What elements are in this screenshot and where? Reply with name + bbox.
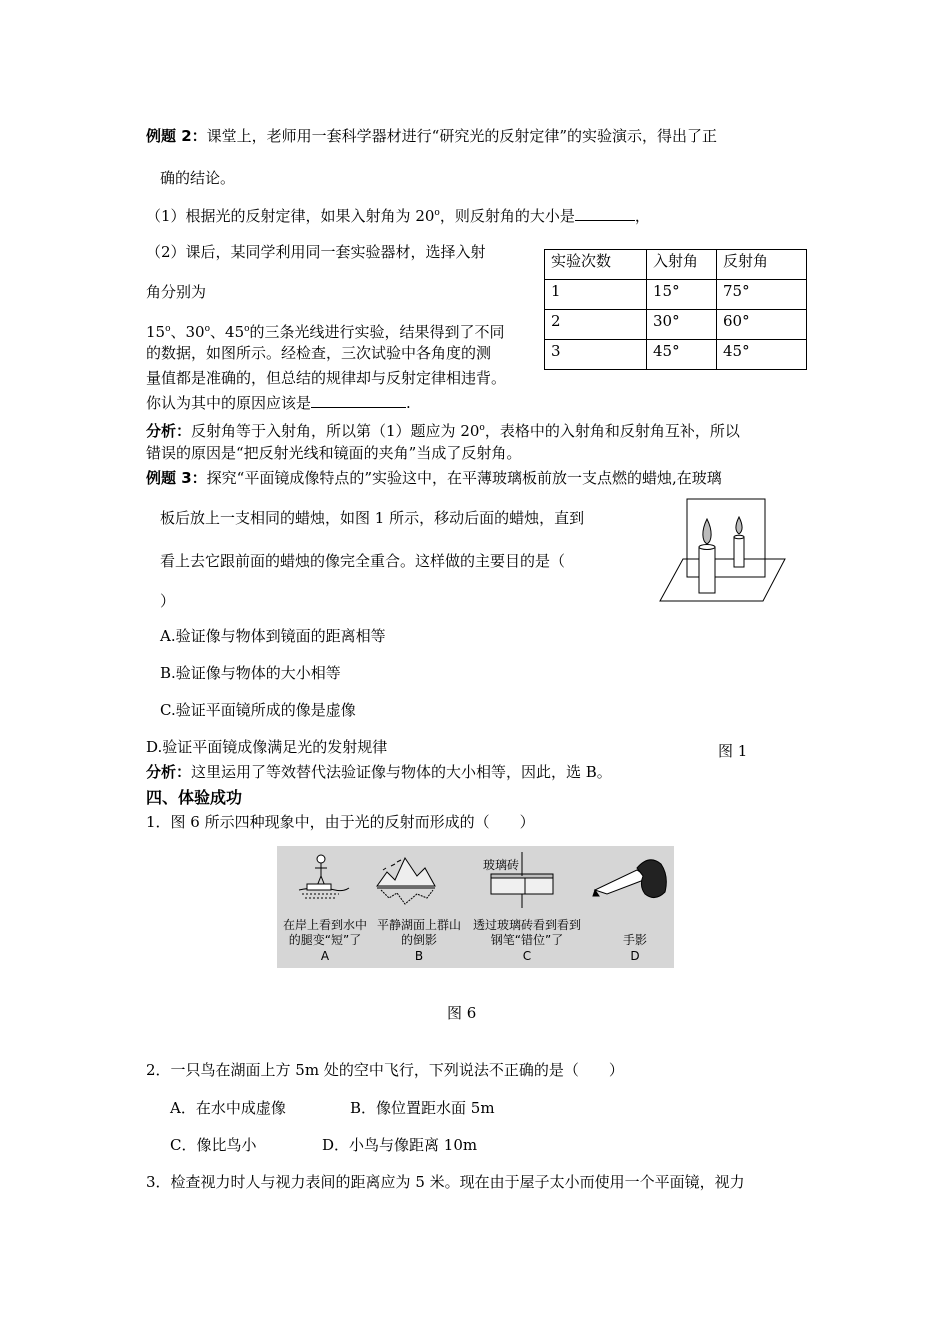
example3-label: 例题 3： xyxy=(146,469,207,487)
table-cell: 60° xyxy=(717,310,807,340)
exercise2: 2．一只鸟在湖面上方 5m 处的空中飞行，下列说法不正确的是（ ） xyxy=(146,1061,624,1079)
figure1-caption: 图 1 xyxy=(718,742,748,760)
table-surface xyxy=(660,559,785,601)
caption-a-letter: A xyxy=(320,949,330,963)
option-d: D.验证平面镜成像满足光的发射规律 xyxy=(146,738,388,756)
table-cell: 30° xyxy=(647,310,717,340)
caption-b-letter: B xyxy=(414,949,424,963)
answer-blank[interactable] xyxy=(311,393,406,408)
candle-mirror-figure xyxy=(655,497,790,605)
table-cell: 45° xyxy=(717,340,807,370)
question2-line1: （2）课后，某同学利用同一套实验器材，选择入射 xyxy=(146,243,486,261)
question1: （1）根据光的反射定律，如果入射角为 20$^o$，则反射角的大小是 ， xyxy=(146,207,650,225)
example2-label: 例题 2： xyxy=(146,127,207,145)
option-b: B.验证像与物体的大小相等 xyxy=(160,664,341,682)
table-cell: 45° xyxy=(647,340,717,370)
option-c: C.验证平面镜所成的像是虚像 xyxy=(160,701,356,719)
exercise2-option-a: A．在水中成虚像 xyxy=(170,1099,286,1117)
exercise2-option-d: D．小鸟与像距离 10m xyxy=(322,1136,478,1154)
table-header: 入射角 xyxy=(647,250,717,280)
table-row xyxy=(545,310,807,340)
example3-analysis: 分析：这里运用了等效替代法验证像与物体的大小相等，因此，选 B。 xyxy=(146,763,612,781)
glass-brick-label: 玻璃砖 xyxy=(483,858,520,872)
example2-analysis-line2: 错误的原因是“把反射光线和镜面的夹角”当成了反射角。 xyxy=(146,444,522,462)
caption-c-line1: 透过玻璃砖看到看到 xyxy=(472,918,581,932)
example2-line1: 例题 2：课堂上，老师用一套科学器材进行“研究光的反射定律”的实验演示，得出了正 xyxy=(146,127,718,145)
caption-d-letter: D xyxy=(630,949,640,963)
table-cell: 1 xyxy=(545,280,647,310)
table-header: 反射角 xyxy=(717,250,807,280)
exercise2-option-c: C．像比鸟小 xyxy=(170,1136,257,1154)
exercise2-option-b: B．像位置距水面 5m xyxy=(350,1099,495,1117)
question2-line4: 的数据，如图所示。经检查，三次试验中各角度的测 xyxy=(146,344,492,362)
shore-leg-drawing xyxy=(299,855,349,898)
table-header-row xyxy=(545,250,807,280)
table-row xyxy=(545,280,807,310)
table-cell: 15° xyxy=(647,280,717,310)
table-row xyxy=(545,340,807,370)
exercise3: 3．检查视力时人与视力表间的距离应为 5 米。现在由于屋子太小而使用一个平面镜，视力 xyxy=(146,1173,745,1191)
caption-c-letter: C xyxy=(522,949,532,963)
caption-a-line2: 的腿变“短”了 xyxy=(288,933,362,947)
example2-analysis-line1: 分析：反射角等于入射角，所以第（1）题应为 20$^o$，表格中的入射角和反射角互补，所以 xyxy=(146,422,740,440)
experiment-table xyxy=(544,249,807,370)
hand-shadow-drawing xyxy=(593,860,666,898)
caption-c-line2: 钢笔“错位”了 xyxy=(490,933,564,947)
caption-b-line1: 平静湖面上群山 xyxy=(376,918,461,932)
section-heading: 四、体验成功 xyxy=(146,788,243,807)
caption-a-line1: 在岸上看到水中 xyxy=(282,918,367,932)
caption-d-line1: 手影 xyxy=(622,933,647,947)
answer-blank[interactable] xyxy=(575,206,635,221)
example3-line1: 例题 3：探究“平面镜成像特点的”实验这中，在平薄玻璃板前放一支点燃的蜡烛,在玻璃 xyxy=(146,469,722,487)
analysis-label: 分析： xyxy=(146,422,192,440)
back-candle xyxy=(734,537,744,567)
table-header: 实验次数 xyxy=(545,250,647,280)
exercise1: 1．图 6 所示四种现象中，由于光的反射而形成的（ ） xyxy=(146,813,535,831)
front-candle xyxy=(699,547,715,593)
table-cell: 2 xyxy=(545,310,647,340)
analysis-label: 分析： xyxy=(146,763,192,781)
table-cell: 75° xyxy=(717,280,807,310)
example3-line2: 板后放上一支相同的蜡烛，如图 1 所示，移动后面的蜡烛，直到 xyxy=(160,509,585,527)
example2-line2: 确的结论。 xyxy=(160,169,236,187)
example3-line4: ） xyxy=(160,592,176,610)
caption-b-line2: 的倒影 xyxy=(400,933,437,947)
front-flame xyxy=(703,519,711,544)
figure6-caption: 图 6 xyxy=(447,1004,477,1022)
question2-line3: 15$^o$、30$^o$、45$^o$的三条光线进行实验，结果得到了不同 xyxy=(146,323,505,341)
question2-line5: 量值都是准确的，但总结的规律却与反射定律相违背。 xyxy=(146,369,507,387)
example3-line3: 看上去它跟前面的蜡烛的像完全重合。这样做的主要目的是（ xyxy=(160,552,566,570)
option-a: A.验证像与物体到镜面的距离相等 xyxy=(160,627,386,645)
table-cell: 3 xyxy=(545,340,647,370)
mountain-reflection-drawing xyxy=(377,858,435,904)
question2-line6: 你认为其中的原因应该是 . xyxy=(146,394,411,412)
question2-line2: 角分别为 xyxy=(146,283,207,301)
figure6-panel xyxy=(277,846,674,968)
back-flame xyxy=(736,517,742,534)
